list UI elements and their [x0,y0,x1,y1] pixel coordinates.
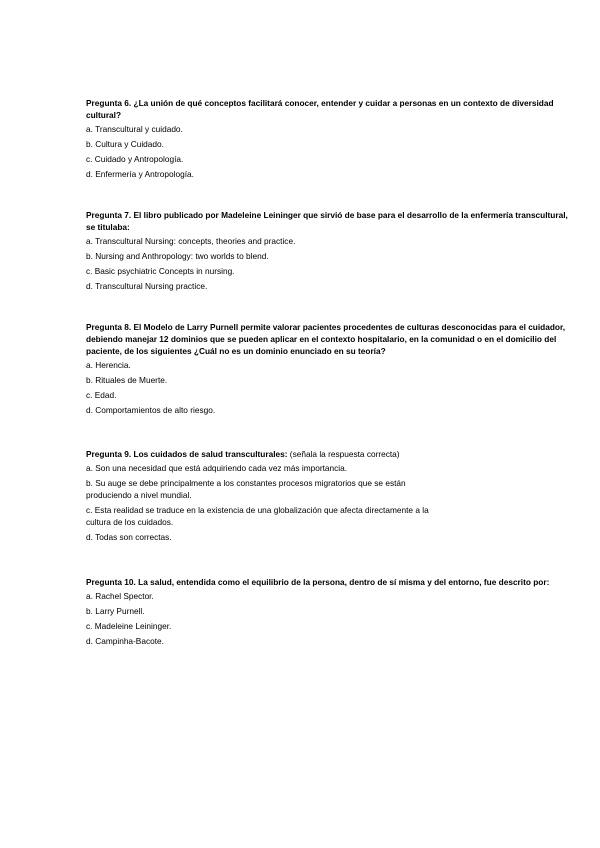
question-9-option-c: c. Esta realidad se traduce en la existencia de una globalización que afecta directamente a la cultura de los cuidados. [86,505,429,528]
question-10-heading [86,576,576,588]
question-9-text: Los cuidados de salud transculturales: [133,449,288,459]
question-9-options [86,462,576,543]
question-6-text: ¿La unión de qué conceptos facilitará conocer, entender y cuidar a personas en un contexto de diversidad cultural? [86,98,554,120]
question-9-number: Pregunta 9. [86,449,132,459]
question-8-option-a: a. Herencia. [86,360,131,370]
question-6 [86,97,576,183]
question-8-options [86,359,576,416]
question-9-heading [86,448,576,460]
question-6-number: Pregunta 6. [86,98,132,108]
question-10-option-c: c. Madeleine Leininger. [86,621,172,632]
question-8-option-c: c. Edad. [86,390,117,401]
question-7-option-b: b. Nursing and Anthropology: two worlds to blend. [86,251,269,262]
question-6-option-d: d. Enfermería y Antropología. [86,169,194,180]
question-9-option-b: b. Su auge se debe principalmente a los constantes procesos migratorios que se están produciendo a nivel mundial. [86,478,406,501]
question-8 [86,321,576,419]
question-7-option-d: d. Transcultural Nursing practice. [86,281,208,292]
question-8-option-b: b. Rituales de Muerte. [86,375,168,386]
question-10 [86,576,576,650]
question-9-instruction: (señala la respuesta correcta) [287,449,400,459]
question-7 [86,209,576,295]
question-10-number: Pregunta 10. [86,577,136,587]
question-10-options [86,590,576,647]
question-8-heading [86,321,576,357]
question-6-option-b: b. Cultura y Cuidado. [86,139,164,150]
question-9-option-d: d. Todas son correctas. [86,532,172,543]
question-7-number: Pregunta 7. [86,210,132,220]
question-10-option-b: b. Larry Purnell. [86,606,145,617]
question-7-text: El libro publicado por Madeleine Leininger que sirvió de base para el desarrollo de la enfermería transcultural, se titulaba: [86,210,568,232]
question-6-heading [86,97,576,121]
question-10-option-d: d. Campinha-Bacote. [86,636,164,647]
question-6-options [86,123,576,180]
question-6-option-a: a. Transcultural y cuidado. [86,124,183,134]
question-7-heading [86,209,576,233]
question-8-option-d: d. Comportamientos de alto riesgo. [86,405,216,416]
question-9 [86,448,576,546]
question-10-option-a: a. Rachel Spector. [86,591,154,601]
question-9-option-a: a. Son una necesidad que está adquiriendo cada vez más importancia. [86,463,348,473]
question-10-text: La salud, entendida como el equilibrio de la persona, dentro de sí misma y del entorno, fue descrito por: [138,577,550,587]
question-7-options [86,235,576,292]
question-7-option-c: c. Basic psychiatric Concepts in nursing. [86,266,235,277]
question-8-number: Pregunta 8. [86,322,132,332]
question-7-option-a: a. Transcultural Nursing: concepts, theories and practice. [86,236,296,246]
question-8-text: El Modelo de Larry Purnell permite valorar pacientes procedentes de culturas desconocidas para el cuidador, debiendo manejar 12 dominios que se pueden aplicar en el contexto hospitalario, en la comunidad o en el domicilio del paciente, de los siguientes ¿Cuál no es un dominio enunciado en su teoría? [86,322,566,356]
question-6-option-c: c. Cuidado y Antropología. [86,154,184,165]
